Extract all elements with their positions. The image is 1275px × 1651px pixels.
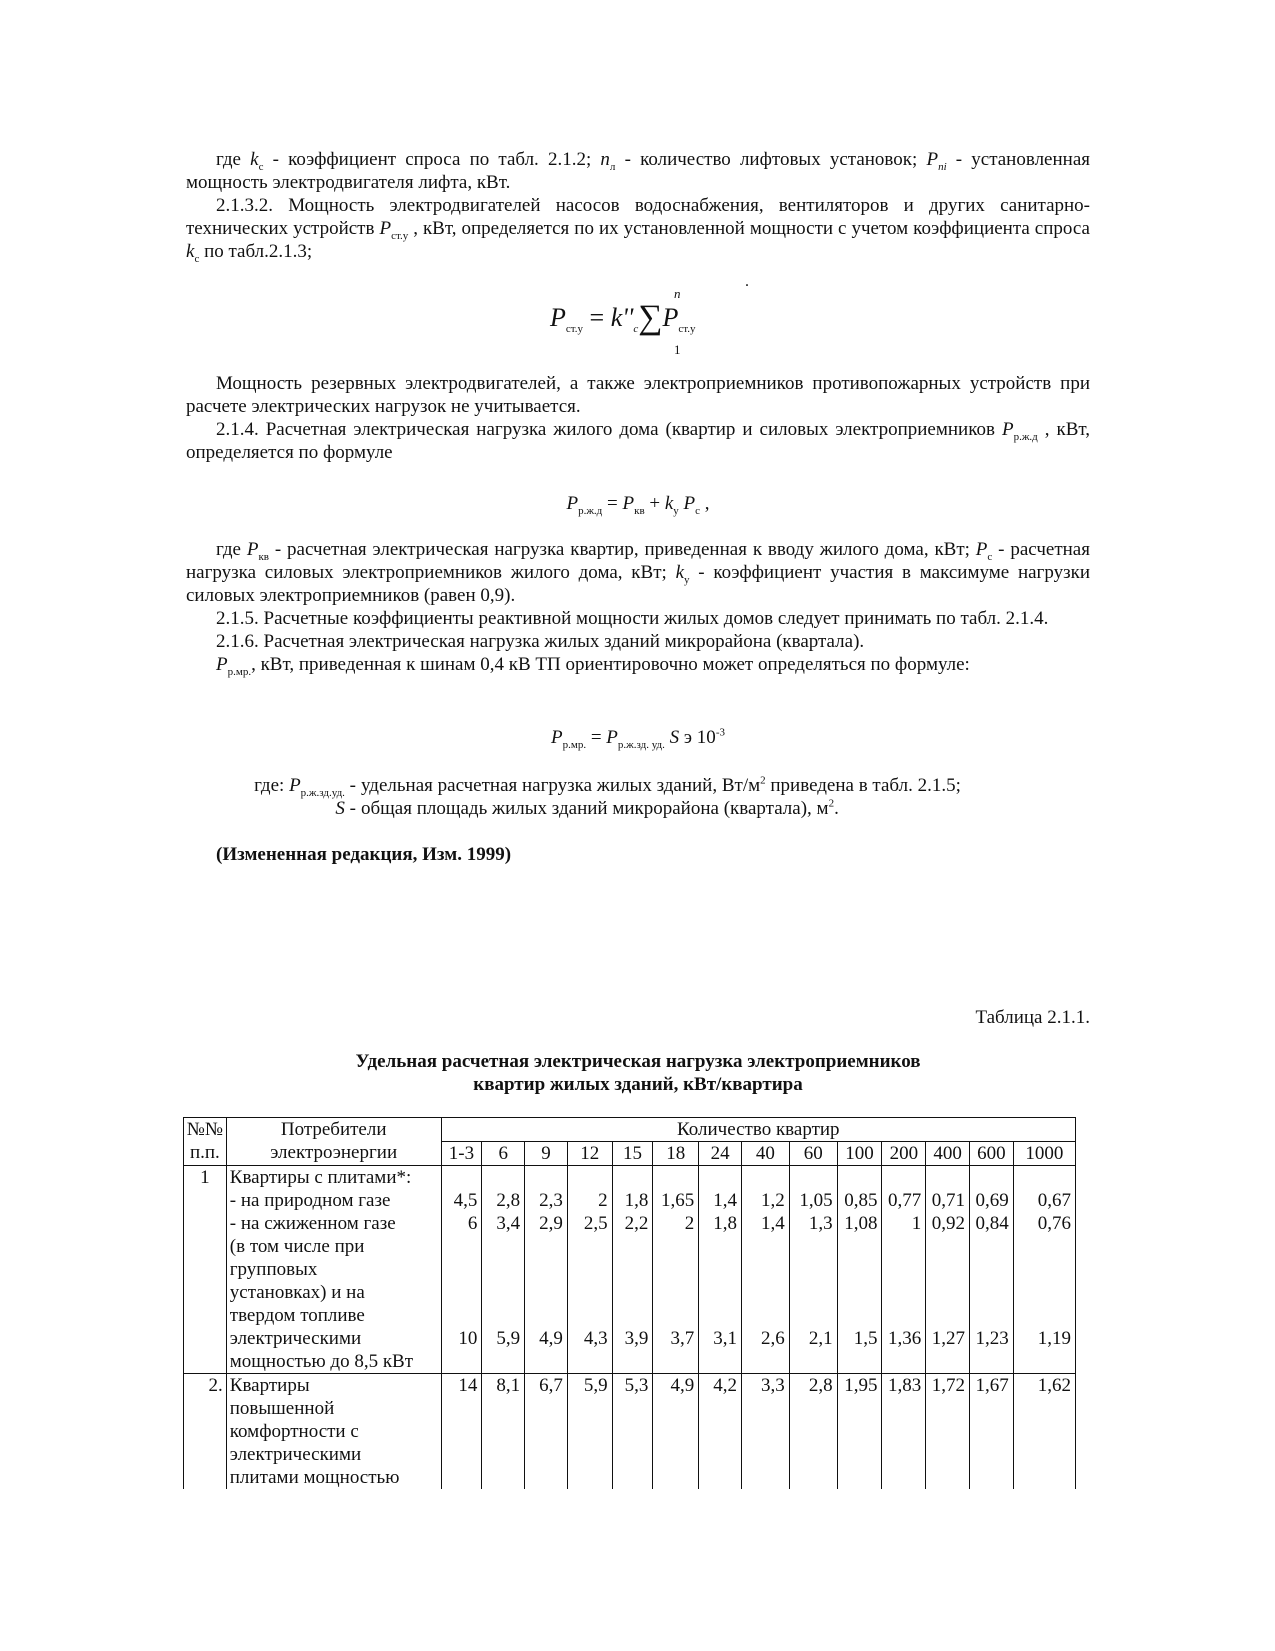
paragraph-reserve: Мощность резервных электродвигателей, а также электроприемников противопожарных устройств при расчете электрических нагрузок не учитывается. (186, 373, 1090, 417)
sum-lower-limit: 1 (674, 342, 681, 357)
text-block-top (186, 148, 1090, 263)
paragraph-lift: где $k_c$ - коэффициент спроса по табл. 2.1.2; $n_л$ - количество лифтовых установок; $P_{ni}$ - установленная мощность электродвигателя лифта, кВт. (186, 149, 1090, 193)
value-cell: 0,85 1,08 1,5 (837, 1166, 882, 1374)
header-count-cell: 600 (970, 1142, 1014, 1166)
paragraph-2-1-6: 2.1.6. Расчетная электрическая нагрузка жилых зданий микрорайона (квартала). (216, 631, 865, 652)
header-count-cell: 6 (482, 1142, 525, 1166)
paragraph-where-pkv: где $P_{кв}$ - расчетная электрическая нагрузка квартир, приведенная к вводу жилого дома, кВт; $P_с$ - расчетная нагрузка силовых электроприемников жилого дома, кВт; $k_у$ - коэффициент участия в максимуме нагрузки силовых электроприемников (равен 0,9). (186, 539, 1090, 606)
value-cell: 3,3 (741, 1374, 789, 1490)
value-cell: 5,9 (567, 1374, 612, 1490)
formula-district-load: $P_{р.мр.} = P_{р.ж.зд. уд.}$ S э $10^{-3}$ (551, 726, 725, 751)
value-cell: 6,7 (525, 1374, 568, 1490)
header-count-cell: 24 (699, 1142, 742, 1166)
header-count-cell: 1000 (1013, 1142, 1075, 1166)
value-cell: 14 (441, 1374, 482, 1490)
value-cell: 8,1 (482, 1374, 525, 1490)
revision-note: (Измененная редакция, Изм. 1999) (216, 844, 512, 865)
value-cell: 2,3 2,9 4,9 (525, 1166, 568, 1374)
value-cell: 1,67 (970, 1374, 1014, 1490)
row-label: Квартиры повышенной комфортности с электрическими плитами мощностью (226, 1374, 441, 1490)
text-block-middle (186, 372, 1090, 464)
header-consumers: Потребители электроэнергии (226, 1118, 441, 1166)
paragraph-pmr: $P_{р.мр.}$, кВт, приведенная к шинам 0,4 кВ ТП ориентировочно может определяться по формуле: (216, 654, 970, 678)
value-cell: 4,5 6 10 (441, 1166, 482, 1374)
value-cell: 1,2 1,4 2,6 (741, 1166, 789, 1374)
value-cell: 1,65 2 3,7 (653, 1166, 699, 1374)
header-apartment-count: Количество квартир (441, 1118, 1075, 1142)
paragraph-2-1-4: 2.1.4. Расчетная электрическая нагрузка жилого дома (квартир и силовых электроприемников $P_{р.ж.д}$ , кВт, определяется по формуле (186, 419, 1091, 463)
header-count-cell: 9 (525, 1142, 568, 1166)
paragraph-2-1-5: 2.1.5. Расчетные коэффициенты реактивной мощности жилых домов следует принимать по табл. 2.1.4. (216, 608, 1049, 629)
value-cell: 0,67 0,76 1,19 (1013, 1166, 1075, 1374)
table-row (184, 1166, 1076, 1374)
value-cell: 1,8 2,2 3,9 (612, 1166, 653, 1374)
value-cell: 0,71 0,92 1,27 (926, 1166, 970, 1374)
value-cell: 1,72 (926, 1374, 970, 1490)
header-count-cell: 40 (741, 1142, 789, 1166)
value-cell: 1,62 (1013, 1374, 1075, 1490)
row-number: 1 (184, 1166, 227, 1374)
value-cell: 0,69 0,84 1,23 (970, 1166, 1014, 1374)
header-count-cell: 60 (789, 1142, 837, 1166)
header-count-cell: 12 (567, 1142, 612, 1166)
sum-upper-limit: n (674, 286, 681, 301)
table-title: Удельная расчетная электрическая нагрузка электроприемников квартир жилых зданий, кВт/квартира (355, 1051, 921, 1095)
header-count-cell: 1-3 (441, 1142, 482, 1166)
stray-dot: . (745, 273, 749, 290)
table-header-row-1 (184, 1118, 1076, 1142)
row-label: Квартиры с плитами*: - на природном газе - на сжиженном газе (в том числе при групповых установках) и на твердом топливе электрическими мощностью до 8,5 кВт (226, 1166, 441, 1374)
value-cell: 4,2 (699, 1374, 742, 1490)
value-cell: 2,8 3,4 5,9 (482, 1166, 525, 1374)
formula-house-load: $P_{р.ж.д} = P_{кв} + k_у$ $P_с$ , (566, 493, 710, 517)
sum-sign: ∑ (638, 299, 663, 336)
value-cell: 1,4 1,8 3,1 (699, 1166, 742, 1374)
value-cell: 2,8 (789, 1374, 837, 1490)
header-number: №№ п.п. (184, 1118, 227, 1166)
header-count-cell: 100 (837, 1142, 882, 1166)
formula-sanitary-power (550, 282, 750, 362)
value-cell: 0,77 1 1,36 (882, 1166, 926, 1374)
value-cell: 1,95 (837, 1374, 882, 1490)
value-cell: 5,3 (612, 1374, 653, 1490)
value-cell: 4,9 (653, 1374, 699, 1490)
header-count-cell: 15 (612, 1142, 653, 1166)
paragraph-2-1-3-2: 2.1.3.2. Мощность электродвигателей насосов водоснабжения, вентиляторов и других санитарно-технических устройств $P_{ст.у}$ , кВт, определяется по их установленной мощности с учетом коэффициента спроса $k_c$ по табл.2.1.3; (186, 195, 1090, 265)
text-block-lower (186, 538, 1090, 676)
header-count-cell: 18 (653, 1142, 699, 1166)
value-cell: 1,05 1,3 2,1 (789, 1166, 837, 1374)
table-row (184, 1374, 1076, 1490)
load-table (183, 1117, 1076, 1489)
row-number: 2. (184, 1374, 227, 1490)
value-cell: 1,83 (882, 1374, 926, 1490)
table-caption: Таблица 2.1.1. (975, 1007, 1090, 1028)
value-cell: 2 2,5 4,3 (567, 1166, 612, 1374)
header-count-cell: 400 (926, 1142, 970, 1166)
header-count-cell: 200 (882, 1142, 926, 1166)
formula-main: $P_{ст.у} = k''_c\sum P_{ст.у}$ (550, 299, 696, 336)
